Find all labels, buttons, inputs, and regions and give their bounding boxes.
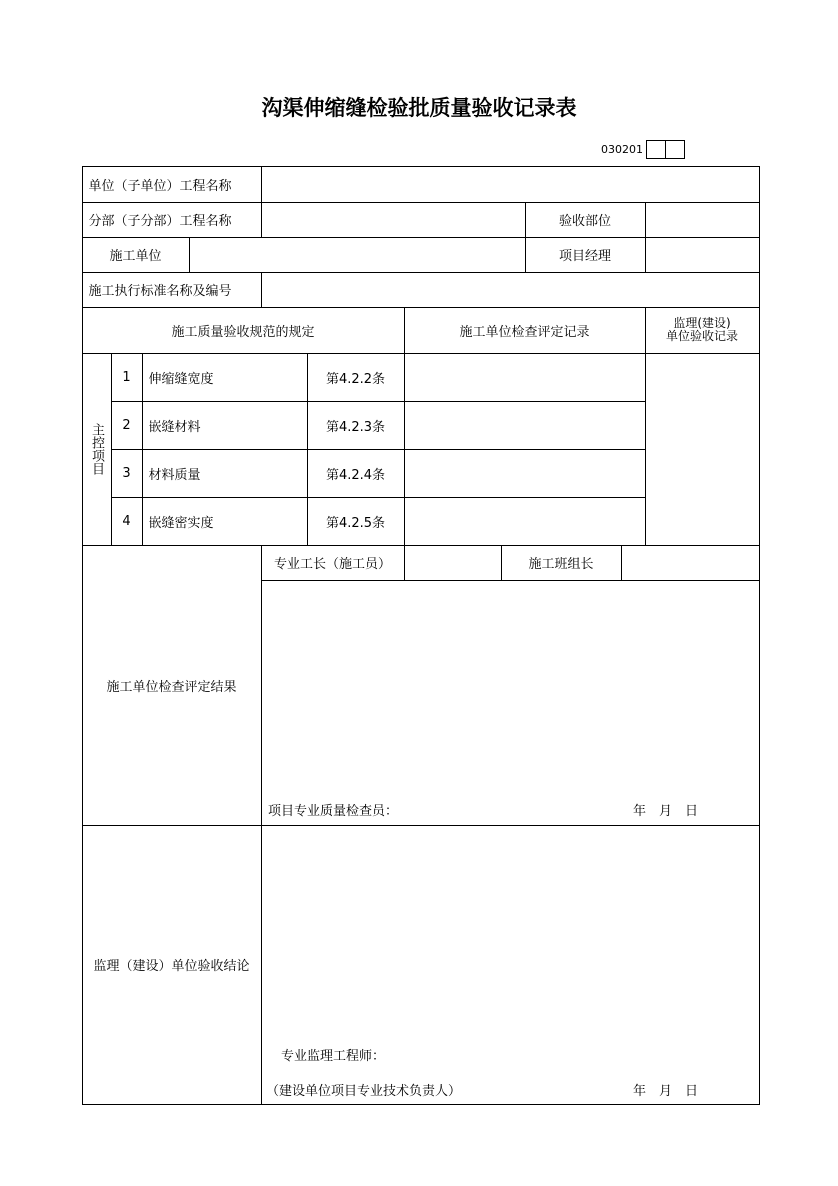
acceptance-part-label: 验收部位 bbox=[525, 202, 646, 238]
form-title: 沟渠伸缩缝检验批质量验收记录表 bbox=[261, 96, 577, 120]
item-record-field[interactable] bbox=[404, 353, 646, 402]
item-name: 嵌缝材料 bbox=[142, 401, 308, 450]
construction-unit-field[interactable] bbox=[189, 237, 526, 273]
foreman-field[interactable] bbox=[404, 545, 502, 581]
item-name: 伸缩缝宽度 bbox=[142, 353, 308, 402]
item-clause: 第4.2.5条 bbox=[307, 497, 405, 546]
date-1: 年 月 日 bbox=[633, 804, 699, 819]
check-result-field[interactable] bbox=[261, 580, 760, 826]
item-record-field[interactable] bbox=[404, 449, 646, 498]
construction-unit-label: 施工单位 bbox=[82, 237, 190, 273]
check-result-label: 施工单位检查评定结果 bbox=[82, 545, 262, 826]
unit-project-label: 单位（子单位）工程名称 bbox=[82, 166, 262, 203]
supervision-header bbox=[645, 307, 760, 354]
item-clause: 第4.2.4条 bbox=[307, 449, 405, 498]
main-items-label bbox=[82, 353, 112, 546]
item-record-field[interactable] bbox=[404, 401, 646, 450]
form-code: 030201 bbox=[601, 143, 643, 156]
foreman-label: 专业工长（施工员） bbox=[261, 545, 405, 581]
item-name: 材料质量 bbox=[142, 449, 308, 498]
item-no: 2 bbox=[111, 401, 143, 450]
item-no: 1 bbox=[111, 353, 143, 402]
main-items-text: 主控项目 bbox=[89, 423, 104, 475]
check-record-header: 施工单位检查评定记录 bbox=[404, 307, 646, 354]
team-leader-label: 施工班组长 bbox=[501, 545, 622, 581]
owner-rep-label: （建设单位项目专业技术负责人） bbox=[266, 1084, 462, 1099]
date-2: 年 月 日 bbox=[633, 1084, 699, 1099]
sub-project-label: 分部（子分部）工程名称 bbox=[82, 202, 262, 238]
acceptance-part-field[interactable] bbox=[645, 202, 760, 238]
item-clause: 第4.2.2条 bbox=[307, 353, 405, 402]
unit-project-field[interactable] bbox=[261, 166, 760, 203]
standard-label: 施工执行标准名称及编号 bbox=[82, 272, 262, 308]
item-record-field[interactable] bbox=[404, 497, 646, 546]
quality-inspector-label: 项目专业质量检查员： bbox=[268, 804, 399, 819]
item-no: 4 bbox=[111, 497, 143, 546]
item-clause: 第4.2.3条 bbox=[307, 401, 405, 450]
supervision-header-line2: 单位验收记录 bbox=[665, 329, 738, 343]
supervision-header-line1: 监理(建设) bbox=[673, 316, 731, 330]
item-no: 3 bbox=[111, 449, 143, 498]
sub-project-field[interactable] bbox=[261, 202, 526, 238]
item-name: 嵌缝密实度 bbox=[142, 497, 308, 546]
project-manager-field[interactable] bbox=[645, 237, 760, 273]
spec-header: 施工质量验收规范的规定 bbox=[82, 307, 405, 354]
code-box-1[interactable] bbox=[646, 140, 666, 159]
standard-field[interactable] bbox=[261, 272, 760, 308]
supervising-engineer-label: 专业监理工程师： bbox=[281, 1049, 386, 1064]
supervision-conclusion-label: 监理（建设）单位验收结论 bbox=[82, 825, 262, 1105]
code-box-2[interactable] bbox=[665, 140, 685, 159]
supervision-record-field[interactable] bbox=[645, 353, 760, 546]
project-manager-label: 项目经理 bbox=[525, 237, 646, 273]
team-leader-field[interactable] bbox=[621, 545, 760, 581]
